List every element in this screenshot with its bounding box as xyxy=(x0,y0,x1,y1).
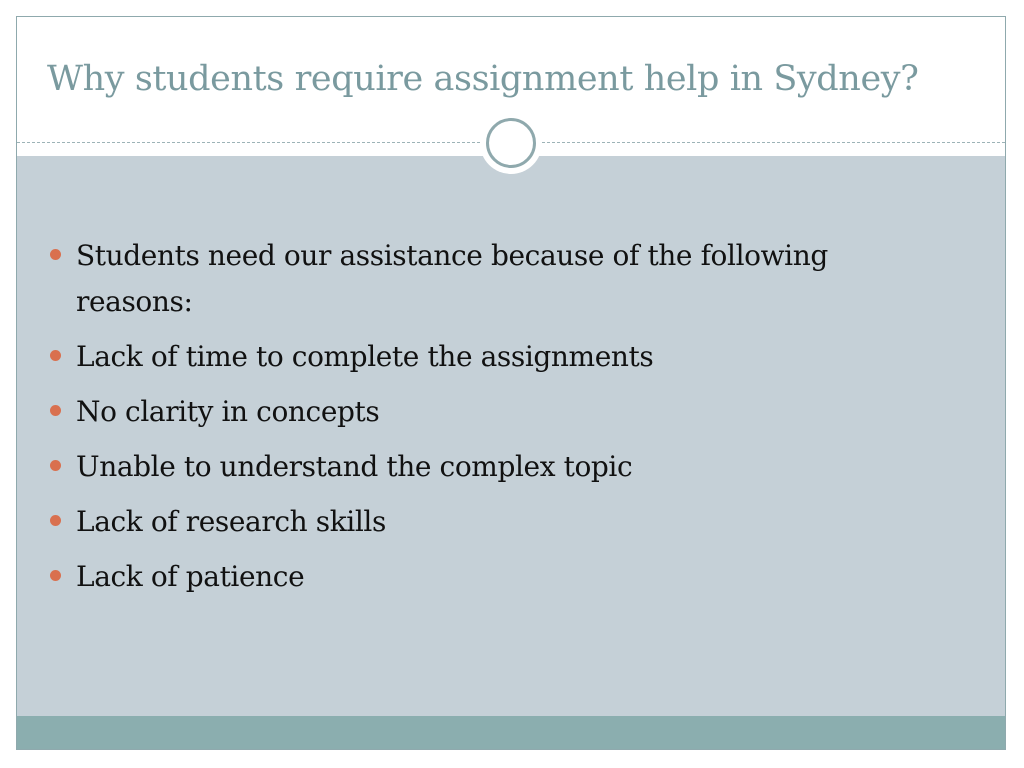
bullet-text: No clarity in concepts xyxy=(76,395,380,428)
slide-title: Why students require assignment help in Sydney? xyxy=(47,59,919,99)
footer-band xyxy=(17,716,1005,750)
bullet-list xyxy=(17,233,937,609)
bullet-text: Unable to understand the complex topic xyxy=(76,450,633,483)
bullet-text: Lack of research skills xyxy=(76,505,386,538)
bullet-dot-icon xyxy=(50,460,61,471)
bullet-dot-icon xyxy=(50,249,61,260)
bullet-dot-icon xyxy=(50,405,61,416)
bullet-text: Lack of patience xyxy=(76,560,305,593)
bullet-dot-icon xyxy=(50,570,61,581)
bullet-item xyxy=(17,499,937,545)
bullet-item xyxy=(17,233,937,325)
slide xyxy=(16,16,1006,750)
bullet-item xyxy=(17,334,937,380)
bullet-dot-icon xyxy=(50,350,61,361)
circle-ornament-inner xyxy=(486,118,536,168)
bullet-item xyxy=(17,444,937,490)
bullet-item xyxy=(17,554,937,600)
bullet-dot-icon xyxy=(50,515,61,526)
circle-ornament-icon xyxy=(480,112,542,174)
bullet-text: Lack of time to complete the assignments xyxy=(76,340,654,373)
bullet-item xyxy=(17,389,937,435)
bullet-text: Students need our assistance because of the following reasons: xyxy=(76,239,828,318)
